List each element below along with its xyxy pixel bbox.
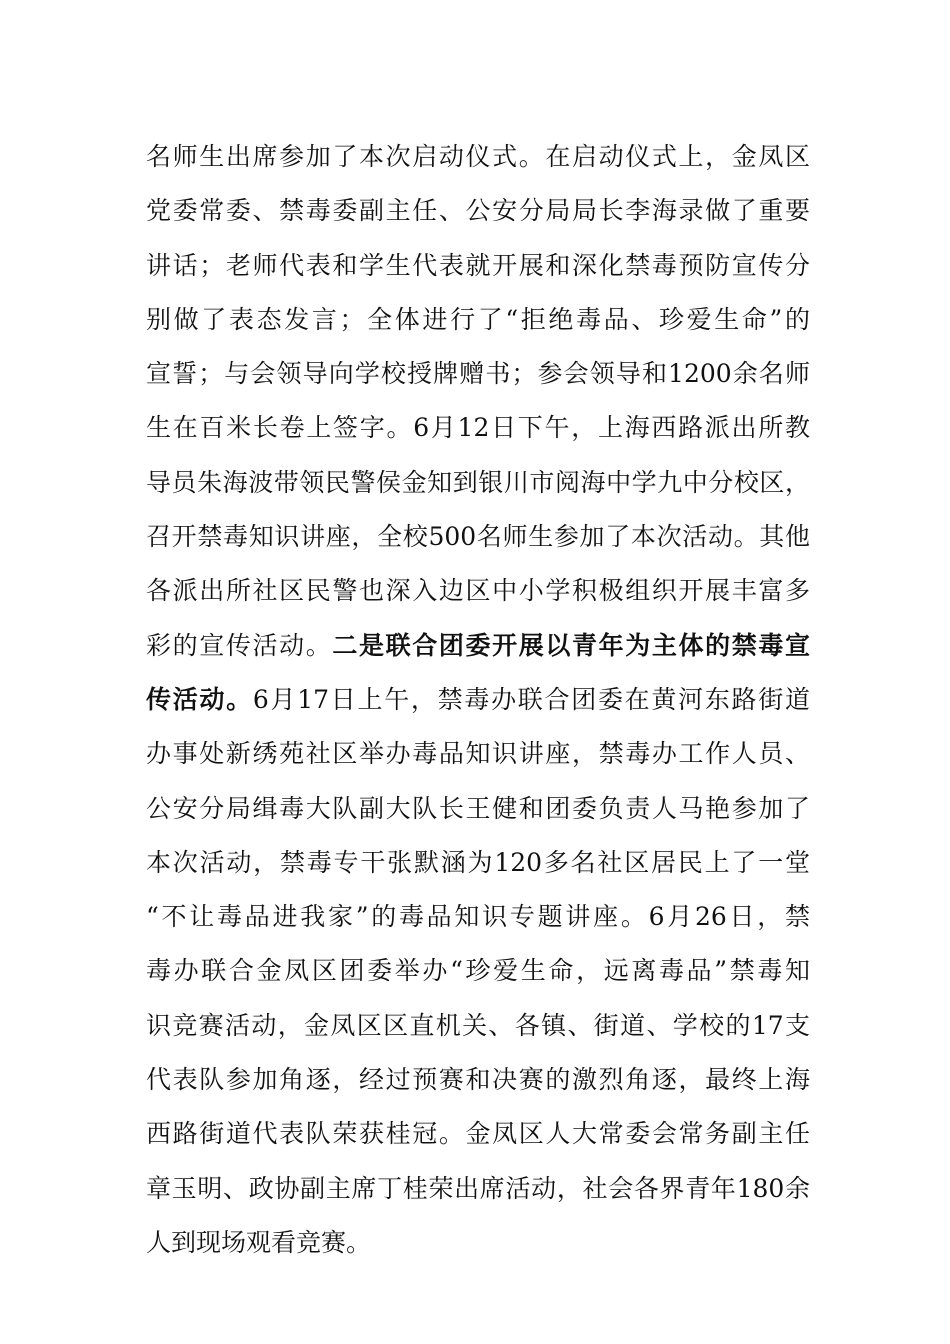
text-segment: 生在百米长卷上签字。6月12日下午，上海西路派出所教 bbox=[146, 413, 810, 443]
text-segment: 人到现场观看竞赛。 bbox=[146, 1227, 372, 1257]
text-segment: 党委常委、禁毒委副主任、公安分局局长李海录做了重要 bbox=[146, 196, 810, 226]
text-line bbox=[146, 239, 810, 293]
text-segment: 各派出所社区民警也深入边区中小学积极组织开展丰富多 bbox=[146, 576, 810, 606]
text-segment: 宣誓；与会领导向学校授牌赠书；参会领导和1200余名师 bbox=[146, 359, 810, 389]
text-segment: 召开禁毒知识讲座，全校500名师生参加了本次活动。其他 bbox=[146, 522, 810, 552]
text-segment: 识竞赛活动，金凤区区直机关、各镇、街道、学校的17支 bbox=[146, 1010, 810, 1040]
text-segment: 西路街道代表队荣获桂冠。金凤区人大常委会常务副主任 bbox=[146, 1119, 810, 1149]
text-line bbox=[146, 456, 810, 510]
text-line bbox=[146, 999, 810, 1053]
text-line bbox=[146, 401, 810, 455]
text-line bbox=[146, 890, 810, 944]
text-segment: 公安分局缉毒大队副大队长王健和团委负责人马艳参加了 bbox=[146, 793, 810, 823]
text-line bbox=[146, 673, 810, 727]
text-line bbox=[146, 944, 810, 998]
text-line bbox=[146, 347, 810, 401]
text-segment: 办事处新绣苑社区举办毒品知识讲座，禁毒办工作人员、 bbox=[146, 739, 810, 769]
text-segment: 彩的宣传活动。 bbox=[146, 630, 333, 660]
text-line bbox=[146, 130, 810, 184]
text-segment: 毒办联合金凤区团委举办“珍爱生命，远离毒品”禁毒知 bbox=[146, 956, 810, 986]
text-segment: 别做了表态发言；全体进行了“拒绝毒品、珍爱生命”的 bbox=[146, 304, 810, 334]
text-segment: “不让毒品进我家”的毒品知识专题讲座。6月26日，禁 bbox=[146, 902, 810, 932]
text-segment: 名师生出席参加了本次启动仪式。在启动仪式上，金凤区 bbox=[146, 142, 810, 171]
body-text bbox=[146, 130, 810, 1270]
text-segment: 代表队参加角逐，经过预赛和决赛的激烈角逐，最终上海 bbox=[146, 1065, 810, 1095]
bold-text-segment: 二是联合团委开展以青年为主体的禁毒宣 bbox=[332, 630, 810, 660]
text-segment: 章玉明、政协副主席丁桂荣出席活动，社会各界青年180余 bbox=[146, 1173, 810, 1203]
text-line bbox=[146, 619, 810, 673]
text-segment: 导员朱海波带领民警侯金知到银川市阅海中学九中分校区， bbox=[146, 467, 810, 497]
text-line bbox=[146, 293, 810, 347]
text-line bbox=[146, 1162, 810, 1216]
text-line bbox=[146, 1216, 810, 1270]
text-line bbox=[146, 1107, 810, 1161]
text-segment: 6月17日上午，禁毒办联合团委在黄河东路街道 bbox=[252, 684, 810, 714]
text-line bbox=[146, 782, 810, 836]
text-segment: 讲话；老师代表和学生代表就开展和深化禁毒预防宣传分 bbox=[146, 250, 810, 280]
bold-text-segment: 传活动。 bbox=[146, 684, 253, 714]
text-line bbox=[146, 727, 810, 781]
text-line bbox=[146, 1053, 810, 1107]
text-line bbox=[146, 510, 810, 564]
text-line bbox=[146, 184, 810, 238]
text-line bbox=[146, 836, 810, 890]
text-segment: 本次活动，禁毒专干张默涵为120多名社区居民上了一堂 bbox=[146, 847, 810, 877]
text-line bbox=[146, 564, 810, 618]
